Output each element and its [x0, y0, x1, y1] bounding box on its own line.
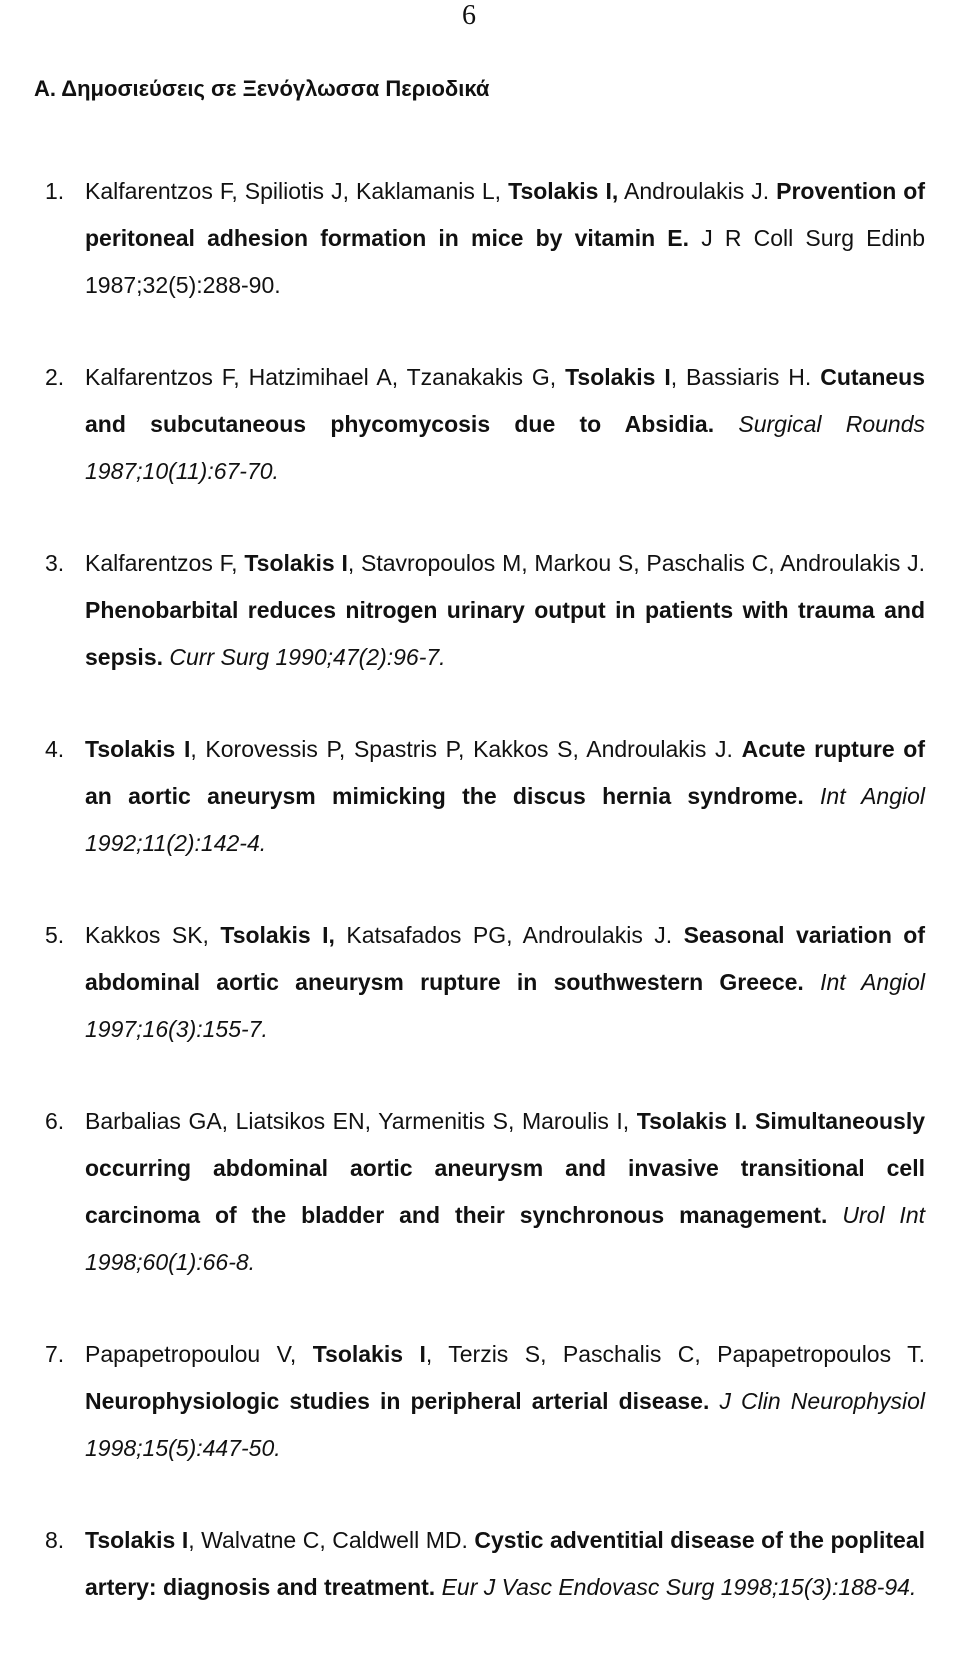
reference-item: [45, 1098, 925, 1286]
reference-title: Cutaneus and subcutaneous phycomycosis due to Absidia.: [85, 364, 925, 437]
reference-number: 1.: [45, 178, 65, 204]
reference-journal: Surgical Rounds 1987;10(11):67-70.: [85, 411, 926, 484]
reference-highlighted-author: Tsolakis I: [312, 1341, 426, 1367]
reference-authors: Kakkos SK,: [85, 922, 221, 948]
reference-authors: Kalfarentzos F, Spiliotis J, Kaklamanis L,: [85, 178, 509, 204]
reference-authors-rest: , Terzis S, Paschalis C, Papapetropoulos T.: [425, 1341, 925, 1367]
reference-journal: Int Angiol 1992;11(2):142-4.: [85, 783, 926, 856]
reference-item: [45, 726, 925, 867]
reference-title: Seasonal variation of abdominal aortic aneurysm rupture in southwestern Greece.: [85, 922, 926, 995]
reference-number: 7.: [45, 1341, 65, 1367]
reference-authors-rest: , Stavropoulos M, Markou S, Paschalis C, Androulakis J.: [347, 550, 926, 576]
reference-authors: Papapetropoulou V,: [85, 1341, 313, 1367]
reference-journal: Curr Surg 1990;47(2):96-7.: [169, 644, 446, 670]
reference-item: [45, 1517, 925, 1611]
reference-highlighted-author: Tsolakis I: [85, 1527, 189, 1553]
reference-authors-rest: , Walvatne C, Caldwell MD.: [188, 1527, 475, 1553]
reference-title: Cystic adventitial disease of the popliteal artery: diagnosis and treatment.: [85, 1527, 925, 1600]
reference-number: 4.: [45, 736, 65, 762]
reference-authors-rest: Androulakis J.: [618, 178, 777, 204]
reference-authors: Kalfarentzos F,: [85, 550, 245, 576]
reference-journal: Eur J Vasc Endovasc Surg 1998;15(3):188-94.: [441, 1574, 917, 1600]
reference-authors-rest: [747, 1108, 755, 1134]
reference-highlighted-author: Tsolakis I.: [636, 1108, 748, 1134]
reference-number: 2.: [45, 364, 65, 390]
reference-authors: Kalfarentzos F, Hatzimihael A, Tzanakakis G,: [85, 364, 566, 390]
reference-item: [45, 354, 925, 495]
reference-highlighted-author: Tsolakis I: [244, 550, 348, 576]
reference-journal: Int Angiol 1997;16(3):155-7.: [85, 969, 926, 1042]
reference-authors-rest: , Korovessis P, Spastris P, Kakkos S, Androulakis J.: [190, 736, 742, 762]
reference-title: Acute rupture of an aortic aneurysm mimicking the discus hernia syndrome.: [85, 736, 925, 809]
reference-highlighted-author: Tsolakis I: [85, 736, 191, 762]
reference-journal: Urol Int 1998;60(1):66-8.: [85, 1202, 925, 1275]
section-heading: Α. Δημοσιεύσεις σε Ξενόγλωσσα Περιοδικά: [34, 76, 490, 101]
reference-title: Neurophysiologic studies in peripheral arterial disease.: [85, 1388, 710, 1414]
reference-title: Provention of peritoneal adhesion formation in mice by vitamin E.: [85, 178, 925, 251]
reference-number: 3.: [45, 550, 65, 576]
reference-number: 5.: [45, 922, 65, 948]
reference-number: 6.: [45, 1108, 65, 1134]
reference-highlighted-author: Tsolakis I,: [508, 178, 619, 204]
reference-journal: J R Coll Surg Edinb 1987;32(5):288-90.: [85, 225, 925, 298]
reference-item: [45, 1331, 925, 1472]
reference-item: [45, 912, 925, 1053]
reference-title: Phenobarbital reduces nitrogen urinary output in patients with trauma and sepsis.: [85, 597, 925, 670]
reference-list: [45, 168, 925, 1656]
reference-highlighted-author: Tsolakis I,: [220, 922, 335, 948]
reference-number: 8.: [45, 1527, 65, 1553]
reference-title: Simultaneously occurring abdominal aortic aneurysm and invasive transitional cell carcinoma of the bladder and their synchronous management.: [85, 1108, 925, 1228]
reference-item: [45, 168, 925, 309]
reference-authors: Barbalias GA, Liatsikos EN, Yarmenitis S, Maroulis I,: [85, 1108, 637, 1134]
reference-item: [45, 540, 925, 681]
reference-authors-rest: , Bassiaris H.: [670, 364, 821, 390]
reference-authors-rest: Katsafados PG, Androulakis J.: [334, 922, 684, 948]
page-number: 6: [462, 0, 476, 31]
reference-journal: J Clin Neurophysiol 1998;15(5):447-50.: [85, 1388, 925, 1461]
reference-highlighted-author: Tsolakis I: [565, 364, 671, 390]
